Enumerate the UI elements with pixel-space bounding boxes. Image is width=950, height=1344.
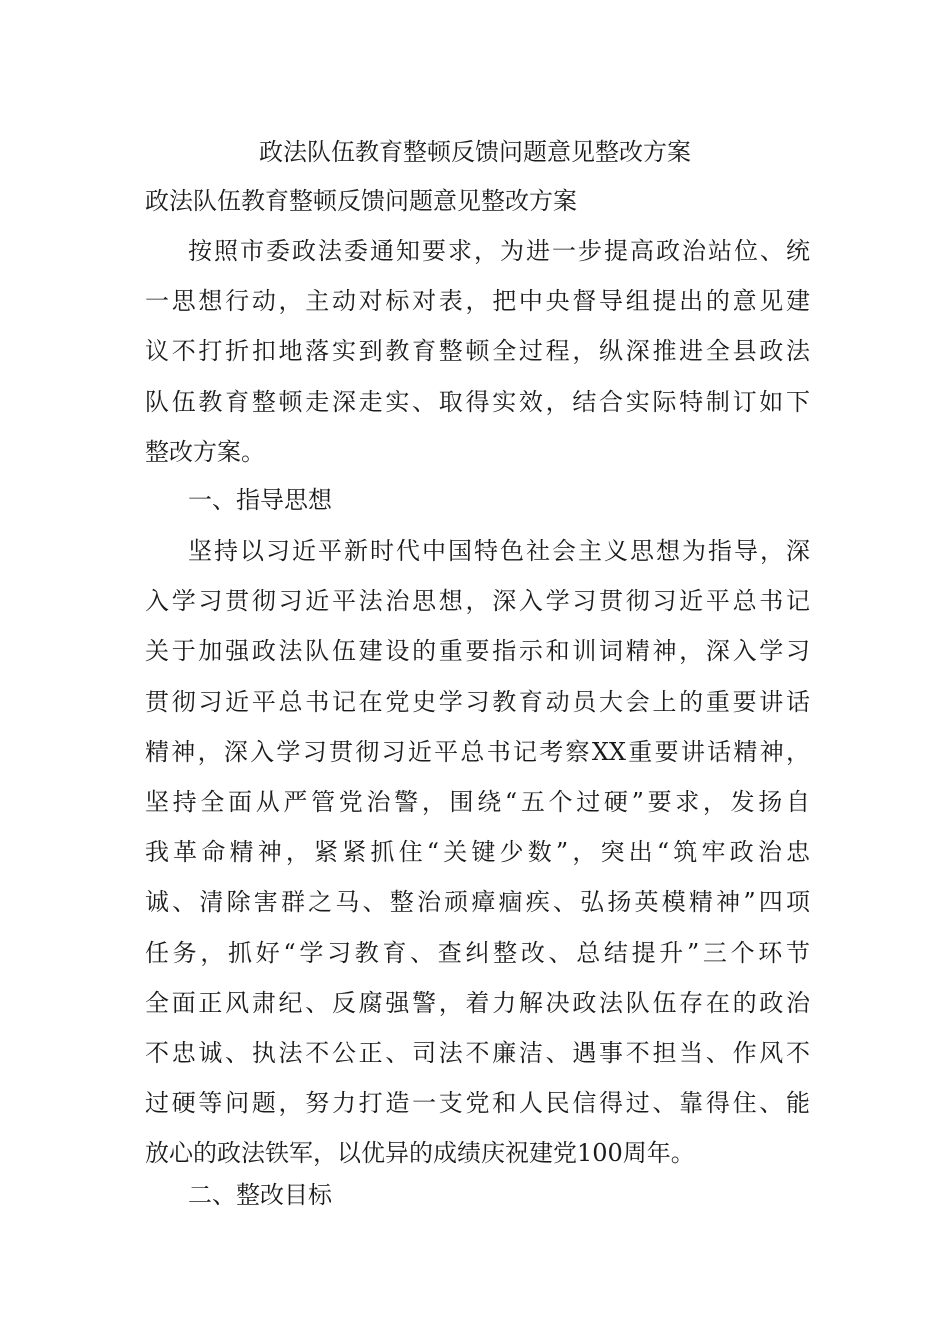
paragraph-line: 坚持以习近平新时代中国特色社会主义思想为指导，深 xyxy=(188,537,810,565)
intro-paragraph xyxy=(145,226,810,477)
document-subtitle: 政法队伍教育整顿反馈问题意见整改方案 xyxy=(145,187,577,215)
paragraph-line: 我革命精神，紧紧抓住“关键少数”，突出“筑牢政治忠 xyxy=(145,838,810,867)
paragraph-line: 坚持全面从严管党治警，围绕“五个过硬”要求，发扬自 xyxy=(145,787,810,816)
paragraph-line: 不忠诚、执法不公正、司法不廉洁、遇事不担当、作风不 xyxy=(145,1038,810,1067)
paragraph-line: 议不打折扣地落实到教育整顿全过程，纵深推进全县政法 xyxy=(145,337,810,366)
paragraph-line: 贯彻习近平总书记在党史学习教育动员大会上的重要讲话 xyxy=(145,687,810,716)
paragraph-line: 过硬等问题，努力打造一支党和人民信得过、靠得住、能 xyxy=(145,1089,810,1118)
paragraph-line: 按照市委政法委通知要求，为进一步提高政治站位、统 xyxy=(188,237,810,265)
paragraph-line: 精神，深入学习贯彻习近平总书记考察XX重要讲话精神， xyxy=(145,737,810,766)
section-heading-rectification-goals: 二、整改目标 xyxy=(188,1181,332,1209)
paragraph-line: 全面正风肃纪、反腐强警，着力解决政法队伍存在的政治 xyxy=(145,988,810,1017)
paragraph-line: 关于加强政法队伍建设的重要指示和训词精神，深入学习 xyxy=(145,637,810,666)
paragraph-line: 任务，抓好“学习教育、查纠整改、总结提升”三个环节 xyxy=(145,938,810,967)
paragraph-line: 放心的政法铁军，以优异的成绩庆祝建党100周年。 xyxy=(145,1139,695,1168)
paragraph-line: 诚、清除害群之马、整治顽瘴痼疾、弘扬英模精神”四项 xyxy=(145,888,810,917)
paragraph-line: 入学习贯彻习近平法治思想，深入学习贯彻习近平总书记 xyxy=(145,587,810,616)
paragraph-line: 整改方案。 xyxy=(145,437,265,466)
paragraph-line: 一思想行动，主动对标对表，把中央督导组提出的意见建 xyxy=(145,287,810,316)
document-title: 政法队伍教育整顿反馈问题意见整改方案 xyxy=(259,138,691,166)
paragraph-line: 队伍教育整顿走深走实、取得实效，结合实际特制订如下 xyxy=(145,387,810,416)
guiding-ideology-paragraph xyxy=(145,526,810,1178)
section-heading-guiding-ideology: 一、指导思想 xyxy=(188,486,332,514)
